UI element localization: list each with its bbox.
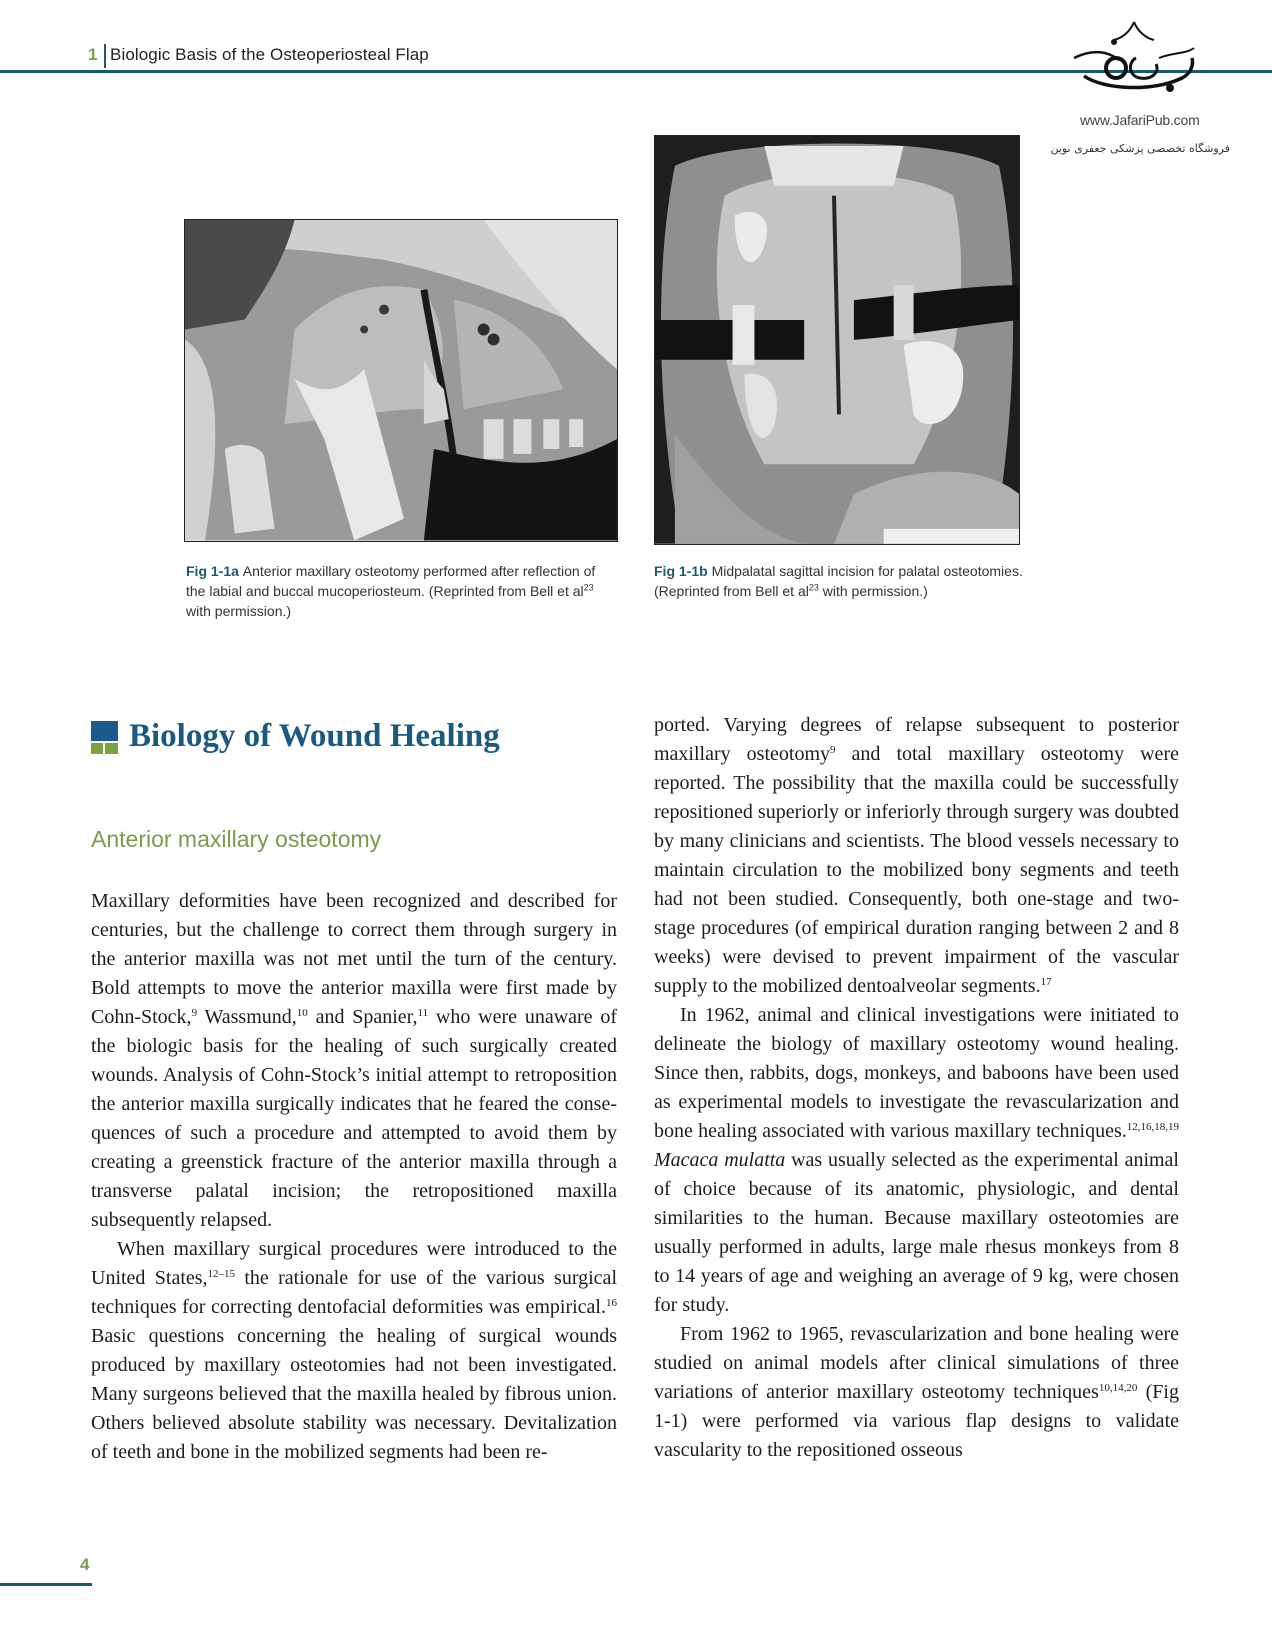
citation-ref: 12,16,18,19 bbox=[1126, 1121, 1179, 1133]
citation-ref: 17 bbox=[1040, 976, 1052, 988]
species-name: Macaca mulatta bbox=[654, 1149, 786, 1171]
caption-tail: with permission.) bbox=[186, 603, 292, 619]
figure-label: Fig 1-1a bbox=[186, 563, 239, 579]
citation-ref: 10,14,20 bbox=[1098, 1382, 1138, 1394]
paragraph: From 1962 to 1965, revascularization and bone healing were studied on animal models after clinical simulations of three variations of anterior maxillary osteotomy techniques$^{10,14,20}$ (Fig 1-1) were performed via various flap designs to validate vascularity to the repositioned osseous bbox=[654, 1323, 1179, 1461]
figure-1-1b bbox=[654, 135, 1020, 545]
surgical-photo-palate bbox=[654, 135, 1020, 545]
citation-ref: 11 bbox=[417, 1007, 429, 1019]
section-title: Biology of Wound Healing bbox=[129, 718, 500, 754]
publisher-url: www.JafariPub.com bbox=[1080, 112, 1200, 128]
publisher-tagline: فروشگاه تخصصی پزشکی جعفری نوین bbox=[1050, 142, 1230, 155]
section-marker-icon bbox=[91, 721, 118, 754]
figure-caption-1-1a bbox=[186, 561, 616, 621]
paragraph: Maxillary deformities have been recognized and described for centuries, but the challenge to correct them through surgery in the anterior maxilla was not met until the turn of the century. Bold attempts to move the anterior maxilla were first made by Cohn-Stock,$^9$ Wassmund,$^{10}$ and Spanier,$^{11}$ who were unaware of the biologic basis for the healing of such surgically created wounds. Analysis of Cohn-Stock’s initial attempt to retroposition the anterior maxilla surgically indicates that he feared the consequences of such a procedure and attempted to avoid them by creating a greenstick fracture of the anterior maxilla through a transverse palatal incision; the retropositioned maxilla subsequently relapsed. bbox=[91, 890, 618, 1231]
citation-ref: 16 bbox=[606, 1297, 617, 1309]
body-column-right bbox=[654, 711, 1179, 1465]
citation-ref: 12–15 bbox=[207, 1268, 236, 1280]
citation-ref: 23 bbox=[583, 582, 594, 593]
paragraph: When maxillary surgical procedures were introduced to the United States,$^{12-15}$ the rationale for use of the various surgical techniques for correcting dentofacial deformities was empirical.$^{16}$ Basic questions concerning the healing of surgical wounds produced by maxillary osteotomies had not been investigated. Many surgeons believed that the maxilla healed by fibrous union. Others believed absolute stability was necessary. Devitalization of teeth and bone in the mobilized segments had been re- bbox=[91, 1238, 617, 1463]
jafaripub-logo-icon bbox=[1064, 18, 1204, 96]
page-number: 4 bbox=[80, 1555, 90, 1574]
chapter-title: Biologic Basis of the Osteoperiosteal Flap bbox=[110, 45, 429, 64]
caption-text: Midpalatal sagittal incision for palatal osteotomies. (Reprinted from Bell et al bbox=[654, 563, 1023, 599]
citation-ref: 9 bbox=[830, 744, 836, 756]
publisher-watermark bbox=[1040, 18, 1272, 155]
header-divider bbox=[104, 44, 106, 68]
body-column-left bbox=[91, 887, 617, 1467]
citation-ref: 9 bbox=[191, 1007, 198, 1019]
figure-caption-1-1b bbox=[654, 561, 1024, 601]
citation-ref: 23 bbox=[808, 582, 819, 593]
subsection-title: Anterior maxillary osteotomy bbox=[91, 826, 382, 852]
paragraph-continued: ported. Varying degrees of relapse subsequent to posterior maxillary osteotomy$^9$ and total maxillary osteotomy were reported. The possibility that the maxilla could be successfully repositioned superiorly or inferiorly through surgery was doubted by many clinicians and scientists. The blood vessels necessary to maintain circulation to the mobilized bony segments and teeth had not been studied. Consequently, both one-stage and two-stage procedures (of empirical duration ranging between 2 and 8 weeks) were devised to prevent impairment of the vascular supply to the mobilized dentoalveolar segments.$^{17}$ bbox=[654, 714, 1179, 997]
surgical-photo-anterior-maxilla bbox=[184, 219, 618, 542]
footer-rule bbox=[0, 1583, 92, 1586]
caption-tail: with permission.) bbox=[818, 583, 928, 599]
figure-1-1a bbox=[184, 219, 618, 541]
chapter-number: 1 bbox=[88, 45, 98, 64]
caption-text: Anterior maxillary osteotomy performed after reflection of the labial and buccal mucoperiosteum. (Reprinted from Bell et al bbox=[186, 563, 596, 599]
paragraph: In 1962, animal and clinical investigations were initiated to delineate the biology of maxillary osteotomy wound healing. Since then, rabbits, dogs, monkeys, and baboons have been used as experimental models to investigate the revascularization and bone healing associated with various maxillary techniques.$^{12,16,18,19}$ Macaca mulatta was usually selected as the experimental animal of choice because of its anatomic, physiologic, and dental similarities to the human. Because maxillary osteotomies are usually performed in adults, large male rhesus monkeys from 8 to 14 years of age and weighing an average of 9 kg, were chosen for study. bbox=[654, 1004, 1179, 1316]
figure-label: Fig 1-1b bbox=[654, 563, 708, 579]
citation-ref: 10 bbox=[296, 1007, 308, 1019]
